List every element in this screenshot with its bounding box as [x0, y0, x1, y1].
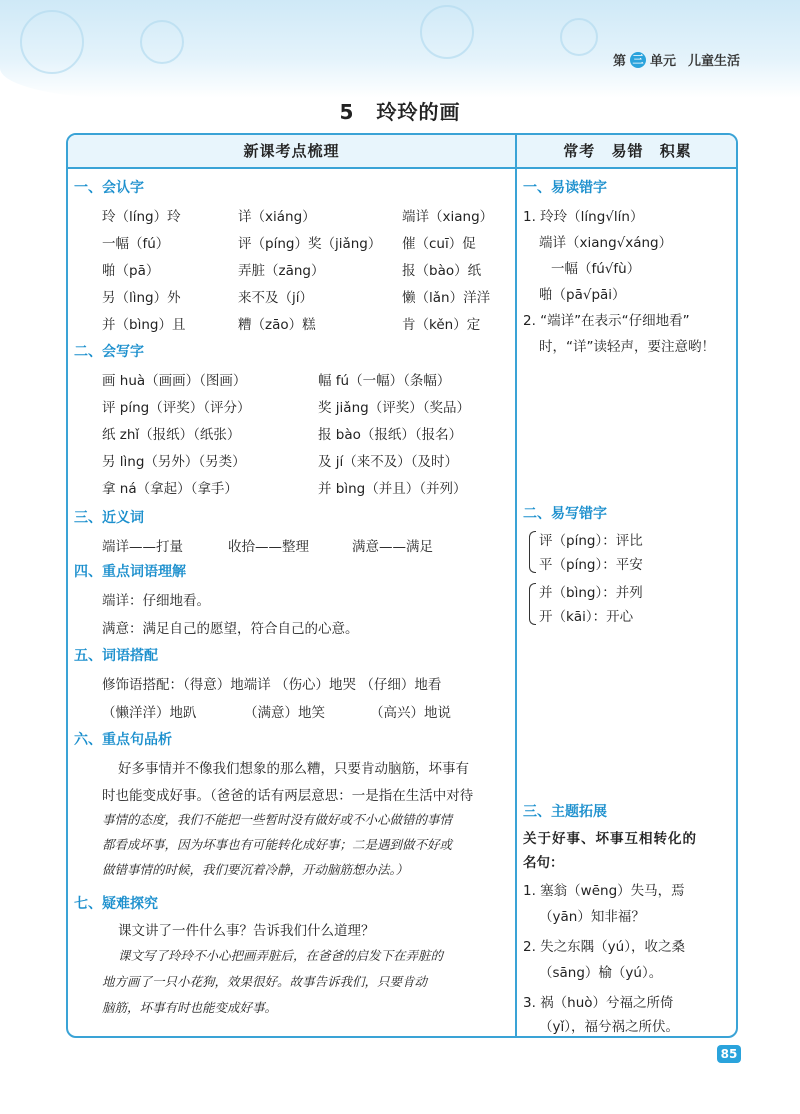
section-title: 一、易读错字	[523, 180, 607, 196]
write-item: 并 bìng（并且）（并列）	[318, 481, 467, 497]
char-item: 弄脏（zāng）	[238, 263, 325, 279]
write-item: 及 jí（来不及）（及时）	[318, 454, 459, 470]
quote-item: 1. 塞翁（wēng）失马，焉	[523, 883, 685, 899]
unit-suffix: 单元	[649, 54, 676, 69]
collocation-item: （高兴）地说	[370, 705, 451, 721]
char-item: 报（bào）纸	[402, 263, 482, 279]
miswrite-item: 评（píng）：评比	[539, 533, 643, 549]
decoration-circle	[140, 20, 184, 64]
section-title: 六、重点句品析	[74, 732, 172, 748]
lesson-title	[0, 96, 800, 125]
lesson-title-text: 玲玲的画	[376, 100, 461, 124]
section-title: 二、易写错字	[523, 506, 607, 522]
misread-item: 啪（pā√pāi）	[539, 287, 626, 303]
answer-line: 地方画了一只小花狗，效果很好。故事告诉我们，只要肯动	[102, 974, 428, 989]
unit-label	[613, 50, 740, 69]
write-item: 报 bào（报纸）（报名）	[318, 427, 463, 443]
synonym-item: 收拾——整理	[228, 539, 309, 555]
char-item: 懒（lǎn）洋洋	[402, 290, 491, 306]
theme-intro: 关于好事、坏事互相转化的	[523, 831, 697, 847]
write-item: 拿 ná（拿起）（拿手）	[102, 481, 238, 497]
quote-item: （yǐ），福兮祸之所伏。	[539, 1019, 679, 1035]
section-title: 二、会写字	[74, 344, 144, 360]
synonym-item: 端详——打量	[102, 539, 183, 555]
answer-line: 课文写了玲玲不小心把画弄脏后，在爸爸的启发下在弄脏的	[118, 948, 444, 963]
char-item: 糟（zāo）糕	[238, 317, 316, 333]
char-item: 一幅（fú）	[102, 236, 170, 252]
char-item: 并（bìng）且	[102, 317, 186, 333]
quote-item: 3. 祸（huò）兮福之所倚	[523, 995, 674, 1011]
sentence-line: 时也能变成好事。（爸爸的话有两层意思：一是指在生活中对待	[102, 788, 474, 804]
unit-number-badge: 三	[630, 52, 646, 68]
miswrite-item: 开（kāi）：开心	[539, 609, 634, 625]
char-item: 啪（pā）	[102, 263, 160, 279]
misread-note: 时，“详”读轻声，要注意哟！	[539, 339, 715, 355]
collocation-item: （满意）地笑	[244, 705, 325, 721]
left-column-title: 新课考点梳理	[68, 135, 515, 169]
collocation-line: 修饰语搭配：（得意）地端详 （伤心）地哭 （仔细）地看	[102, 677, 442, 693]
answer-line: 脑筋，坏事有时也能变成好事。	[102, 1000, 278, 1015]
collocation-item: （懒洋洋）地趴	[102, 705, 197, 721]
word-explanation: 端详：仔细地看。	[102, 593, 210, 609]
sentence-line: 做错事情的时候，我们要沉着冷静，开动脑筋想办法。）	[102, 862, 409, 877]
decoration-circle	[20, 10, 84, 74]
miswrite-item: 并（bìng）：并列	[539, 585, 643, 601]
unit-prefix: 第	[612, 54, 626, 69]
decoration-circle	[420, 5, 474, 59]
misread-item: 1. 玲玲（líng√lín）	[523, 209, 644, 225]
write-item: 评 píng（评奖）（评分）	[102, 400, 251, 416]
right-column	[515, 135, 738, 1036]
sentence-line: 都看成坏事，因为坏事也有可能转化成好事；二是遇到做不好或	[102, 837, 453, 852]
char-item: 玲（líng）玲	[102, 209, 181, 225]
sentence-line: 好多事情并不像我们想象的那么糟，只要肯动脑筋，坏事有	[118, 761, 469, 777]
char-item: 另（lìng）外	[102, 290, 181, 306]
synonym-item: 满意——满足	[352, 539, 433, 555]
section-title: 四、重点词语理解	[74, 564, 186, 580]
content-frame	[66, 133, 738, 1038]
write-item: 另 lìng（另外）（另类）	[102, 454, 246, 470]
section-title: 三、主题拓展	[523, 804, 607, 820]
question-text: 课文讲了一件什么事？告诉我们什么道理？	[118, 923, 375, 939]
write-item: 奖 jiǎng（评奖）（奖品）	[318, 400, 470, 416]
write-item: 幅 fú（一幅）（条幅）	[318, 373, 451, 389]
char-item: 催（cuī）促	[402, 236, 476, 252]
miswrite-item: 平（píng）：平安	[539, 557, 643, 573]
section-title: 五、词语搭配	[74, 648, 158, 664]
char-item: 肯（kěn）定	[402, 317, 481, 333]
left-column	[68, 135, 515, 1036]
unit-theme: 儿童生活	[687, 54, 740, 69]
brace	[529, 583, 536, 625]
lesson-number: 5	[339, 100, 355, 124]
char-item: 来不及（jí）	[238, 290, 314, 306]
misread-item: 端详（xiang√xáng）	[539, 235, 673, 251]
theme-intro: 名句：	[523, 855, 564, 871]
section-title: 一、会认字	[74, 180, 144, 196]
char-item: 端详（xiang）	[402, 209, 494, 225]
header-band	[0, 0, 800, 98]
word-explanation: 满意：满足自己的愿望，符合自己的心意。	[102, 621, 359, 637]
section-title: 三、近义词	[74, 510, 144, 526]
write-item: 画 huà（画画）（图画）	[102, 373, 247, 389]
quote-item: 2. 失之东隅（yú），收之桑	[523, 939, 685, 955]
right-column-title: 常考 易错 积累	[517, 135, 738, 169]
char-item: 详（xiáng）	[238, 209, 316, 225]
decoration-circle	[560, 18, 598, 56]
sentence-line: 事情的态度，我们不能把一些暂时没有做好或不小心做错的事情	[102, 812, 453, 827]
quote-item: （yān）知非福？	[539, 909, 645, 925]
page-number: 85	[717, 1045, 741, 1063]
brace	[529, 531, 536, 573]
misread-note: 2. “端详”在表示“仔细地看”	[523, 313, 690, 329]
quote-item: （sāng）榆（yú）。	[539, 965, 663, 981]
char-item: 评（píng）奖（jiǎng）	[238, 236, 382, 252]
write-item: 纸 zhǐ（报纸）（纸张）	[102, 427, 241, 443]
misread-item: 一幅（fú√fù）	[551, 261, 641, 277]
section-title: 七、疑难探究	[74, 896, 158, 912]
